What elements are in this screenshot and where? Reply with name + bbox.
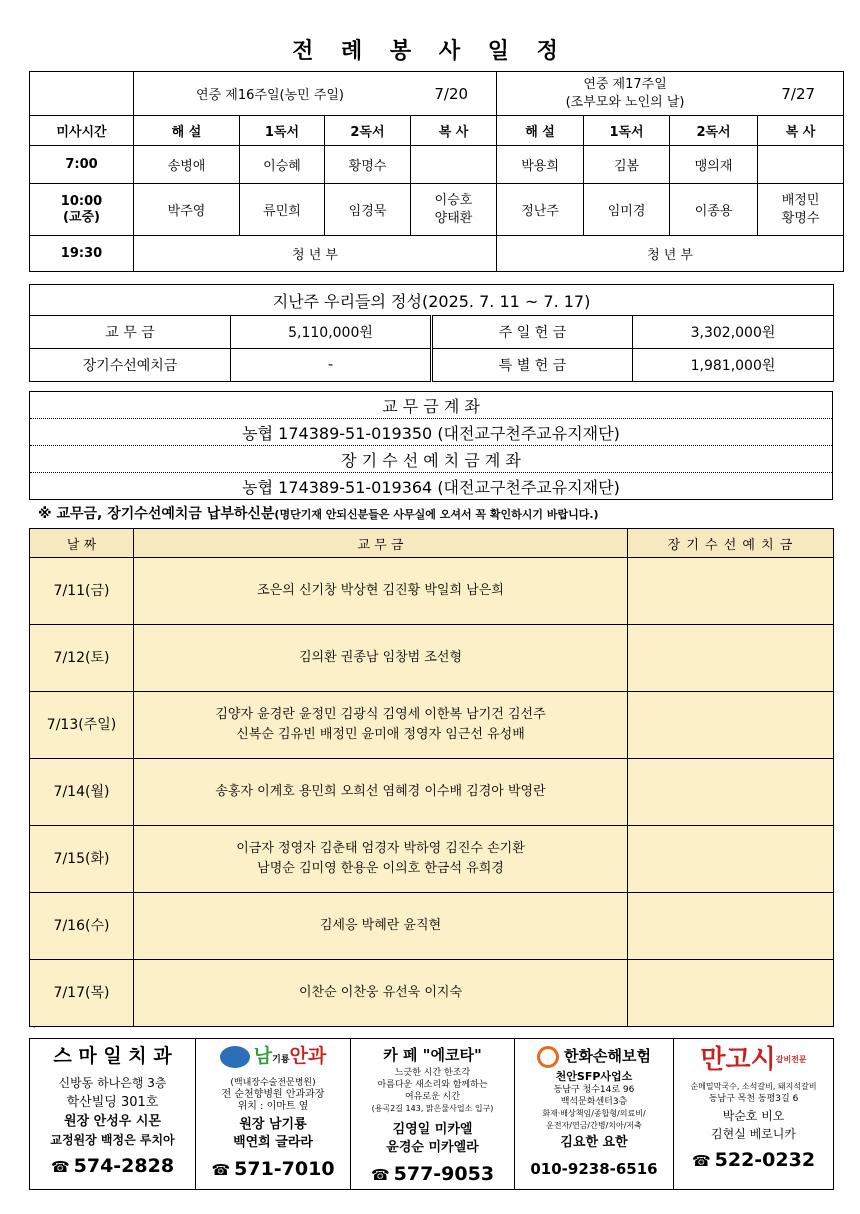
- donor-date: 7/14(월): [30, 759, 134, 826]
- w1-server-line2: 양태환: [434, 210, 473, 226]
- w1-server-line1: 이승호: [434, 192, 473, 208]
- phone-icon: ☎: [691, 1152, 711, 1170]
- ad-line: (백내장수술전문병원): [230, 1078, 316, 1088]
- phone-icon: ☎: [370, 1166, 390, 1184]
- ads-table: [29, 1038, 834, 1190]
- week2-date: 7/27: [781, 84, 816, 103]
- ad-name: 스 마 일 치 과: [53, 1045, 172, 1067]
- ad-nam-eye-clinic: [196, 1039, 351, 1190]
- w2-server: [758, 146, 844, 184]
- donor-date: 7/13(주일): [30, 692, 134, 759]
- offering-label: 주 일 헌 금: [432, 316, 633, 349]
- repair-account-number: 농협 174389-51-019364 (대전교구천주교유지재단): [30, 473, 833, 500]
- ad-phone: [196, 1156, 350, 1183]
- payment-note-main: ※ 교무금, 장기수선예치금 납부하신분: [38, 506, 275, 522]
- mass-time: 7:00: [30, 146, 134, 184]
- donor-names-line1: 이금자 정영자 김춘태 엄경자 박하영 김진수 손기환: [236, 841, 525, 856]
- donor-repair: [628, 826, 834, 893]
- ad-line: 전 순천향병원 안과과장: [221, 1089, 325, 1100]
- w2-youth-group: 청 년 부: [497, 236, 844, 272]
- mass-time: [30, 184, 134, 236]
- ad-line: 원장 남기룡: [239, 1117, 307, 1132]
- ad-line: 김현실 베로니카: [711, 1127, 796, 1141]
- ad-hanwha-insurance: [515, 1039, 674, 1190]
- ad-name: [674, 1043, 833, 1077]
- ad-line: 학산빌딩 301호: [66, 1095, 159, 1110]
- w1-reading1: 류민희: [240, 184, 325, 236]
- ad-line: 여유로운 시간: [404, 1092, 461, 1102]
- ad-line: 위치 : 이마트 옆: [237, 1101, 309, 1112]
- donor-repair: [628, 960, 834, 1027]
- week1-label: 연중 제16주일(농민 주일): [196, 88, 345, 103]
- w1-reading1-header: 1독서: [240, 116, 325, 146]
- week2-label-line2: (조부모와 노인의 날): [565, 94, 685, 110]
- ad-line: 교정원장 백정은 루치아: [50, 1133, 175, 1147]
- w2-server-header: 복 사: [758, 116, 844, 146]
- payment-note: [38, 503, 599, 523]
- offerings-title: 지난주 우리들의 정성(2025. 7. 11 ~ 7. 17): [30, 285, 834, 316]
- ad-line: 화재·배상책임/종합형/의료비/: [542, 1109, 646, 1118]
- donor-names-line1: 조은의 신기창 박상현 김진황 박일희 남은희: [257, 583, 504, 598]
- ad-line: 김요한 요한: [560, 1135, 628, 1150]
- ad-line: 운전자/연금/간병/치아/저축: [546, 1121, 642, 1130]
- ad-line: 순메밀막국수, 소석갈비, 돼지석갈비: [690, 1082, 817, 1091]
- week1-header: [134, 72, 497, 116]
- w1-commentary: 박주영: [134, 184, 240, 236]
- w1-commentary: 송병애: [134, 146, 240, 184]
- w1-reading2: 임경묵: [325, 184, 411, 236]
- ad-line: 동남구 청수14로 96: [553, 1085, 635, 1095]
- donors-repair-header: 장 기 수 선 예 치 금: [628, 529, 834, 558]
- donor-names-line1: 김양자 윤경란 윤정민 김광식 김영세 이한복 남기건 김선주: [215, 707, 546, 722]
- donor-date: 7/12(토): [30, 625, 134, 692]
- ad-line: 백연희 글라라: [233, 1135, 313, 1150]
- phone-icon: ☎: [50, 1158, 70, 1176]
- mass-time-line2: (교중): [63, 209, 100, 225]
- offering-value: 5,110,000원: [231, 316, 432, 349]
- w2-commentary-header: 해 설: [497, 116, 584, 146]
- week2-header: [497, 72, 844, 116]
- table-row: [30, 625, 834, 692]
- cut-mark: ': [33, 1025, 36, 1034]
- ad-mangosi: [674, 1039, 834, 1190]
- donor-repair: [628, 558, 834, 625]
- offerings-table: [29, 284, 834, 382]
- week1-date: 7/20: [434, 84, 469, 103]
- table-row: [30, 759, 834, 826]
- donor-names-line1: 김세응 박혜란 윤직현: [319, 918, 442, 933]
- donor-date: 7/11(금): [30, 558, 134, 625]
- donor-date: 7/16(수): [30, 893, 134, 960]
- donor-date: 7/15(화): [30, 826, 134, 893]
- donors-kyomu-header: 교 무 금: [134, 529, 628, 558]
- payment-note-sub: (명단기재 안되신분들은 사무실에 오셔서 꼭 확인하시기 바랍니다.): [274, 508, 599, 521]
- w2-reading2: 이종용: [670, 184, 758, 236]
- donor-repair: [628, 692, 834, 759]
- w2-server-line2: 황명수: [781, 210, 820, 226]
- ad-line: 천안SFP사업소: [555, 1070, 633, 1083]
- ad-smile-dental: [30, 1039, 196, 1190]
- donor-names: [134, 960, 628, 1027]
- kyomu-account-title: 교 무 금 계 좌: [30, 392, 833, 419]
- ad-phone-number: 574-2828: [73, 1155, 175, 1177]
- w1-reading2: 황명수: [325, 146, 411, 184]
- ad-phone: [30, 1153, 195, 1180]
- hanwha-logo-icon: [537, 1046, 559, 1068]
- ad-line: 아름다운 새소리와 함께하는: [377, 1080, 488, 1090]
- donor-names: [134, 893, 628, 960]
- ad-phone-number: 577-9053: [393, 1163, 495, 1185]
- donor-repair: [628, 759, 834, 826]
- donor-names: [134, 625, 628, 692]
- ad-line: 동남구 목천 동평3길 6: [708, 1094, 799, 1104]
- ad-line: 원장 안성우 시몬: [64, 1114, 161, 1129]
- donor-repair: [628, 625, 834, 692]
- mass-time-line1: 10:00: [60, 193, 103, 209]
- ad-line: 신방동 하나은행 3층: [58, 1076, 167, 1090]
- w1-reading2-header: 2독서: [325, 116, 411, 146]
- w2-server: [758, 184, 844, 236]
- ad-line: 박순호 비오: [722, 1109, 785, 1123]
- ad-line: 백석문화센터3층: [560, 1097, 628, 1107]
- w1-commentary-header: 해 설: [134, 116, 240, 146]
- w2-reading1: 김봄: [584, 146, 670, 184]
- w2-reading2-header: 2독서: [670, 116, 758, 146]
- eye-logo-icon: [220, 1046, 250, 1068]
- liturgy-schedule-table: [29, 71, 844, 272]
- donor-names-line1: 송홍자 이계호 용민희 오희선 염혜경 이수배 김경아 박영란: [215, 784, 546, 799]
- w2-server-line1: 배정민: [781, 192, 820, 208]
- week2-label-line1: 연중 제17주일: [583, 76, 667, 92]
- ad-name-small: 기룡: [272, 1055, 290, 1065]
- table-row: [30, 558, 834, 625]
- w2-commentary: 정난주: [497, 184, 584, 236]
- offering-label: 교 무 금: [30, 316, 231, 349]
- donor-repair: [628, 893, 834, 960]
- ad-phone: [351, 1161, 514, 1188]
- ad-line: 느긋한 시간 한조각: [394, 1068, 471, 1078]
- empty-corner-cell: [30, 72, 134, 116]
- accounts-table: [29, 391, 833, 500]
- w1-reading1: 이승혜: [240, 146, 325, 184]
- w1-server: [411, 146, 497, 184]
- donor-names-line1: 김의환 권종남 임창범 조선형: [298, 650, 463, 665]
- donors-table: [29, 528, 834, 1027]
- offering-value: -: [231, 349, 432, 382]
- repair-account-title: 장 기 수 선 예 치 금 계 좌: [30, 446, 833, 473]
- donor-date: 7/17(목): [30, 960, 134, 1027]
- w2-reading1: 임미경: [584, 184, 670, 236]
- donor-names: [134, 692, 628, 759]
- ad-line: 윤경순 미카엘라: [386, 1140, 479, 1155]
- page-title: 전 례 봉 사 일 정: [292, 39, 568, 64]
- schedule-row-0700: [30, 146, 844, 184]
- mass-time: 19:30: [30, 236, 134, 272]
- w2-commentary: 박용희: [497, 146, 584, 184]
- ad-tag: 갈비전문: [775, 1055, 807, 1064]
- w1-youth-group: 청 년 부: [134, 236, 497, 272]
- donors-date-header: 날 짜: [30, 529, 134, 558]
- offering-value: 1,981,000원: [633, 349, 834, 382]
- donor-names: [134, 826, 628, 893]
- table-row: [30, 826, 834, 893]
- donor-names-line2: 신복순 김유빈 배정민 윤미애 정영자 임근선 유성배: [236, 727, 525, 742]
- table-row: [30, 893, 834, 960]
- ad-phone-number: 571-7010: [234, 1158, 335, 1180]
- phone-icon: ☎: [211, 1161, 231, 1179]
- w2-reading1-header: 1독서: [584, 116, 670, 146]
- ad-phone: 010-9238-6516: [530, 1160, 658, 1178]
- table-row: [30, 692, 834, 759]
- ad-name: [196, 1043, 350, 1073]
- ad-name-a: 남: [253, 1045, 273, 1067]
- ad-line: (용곡2길 143, 맑은물사업소 입구): [371, 1104, 494, 1113]
- ad-name: 카 페 "에코타": [383, 1046, 482, 1064]
- ad-cafe-ekota: [351, 1039, 515, 1190]
- w2-reading2: 맹의재: [670, 146, 758, 184]
- ad-name-text: 만고시: [700, 1045, 776, 1075]
- ad-phone: [674, 1147, 833, 1174]
- ad-name-b: 안과: [289, 1045, 327, 1067]
- donor-names-line1: 이찬순 이찬웅 유선욱 이지숙: [298, 985, 463, 1000]
- ad-name: [515, 1043, 673, 1069]
- mass-time-header: 미사시간: [30, 116, 134, 146]
- ad-phone-number: 522-0232: [714, 1149, 816, 1171]
- kyomu-account-number: 농협 174389-51-019350 (대전교구천주교유지재단): [30, 419, 833, 446]
- donor-names-line2: 남명순 김미영 한용운 이의호 한금석 유희경: [257, 861, 504, 876]
- ad-name-text: 한화손해보험: [564, 1047, 651, 1065]
- offering-label: 특 별 헌 금: [432, 349, 633, 382]
- schedule-row-1930: [30, 236, 844, 272]
- w1-server-header: 복 사: [411, 116, 497, 146]
- donor-names: [134, 759, 628, 826]
- offering-value: 3,302,000원: [633, 316, 834, 349]
- donor-names: [134, 558, 628, 625]
- table-row: [30, 960, 834, 1027]
- ad-line: 김영일 미카엘: [392, 1122, 473, 1137]
- offering-label: 장기수선예치금: [30, 349, 231, 382]
- schedule-row-1000: [30, 184, 844, 236]
- w1-server: [411, 184, 497, 236]
